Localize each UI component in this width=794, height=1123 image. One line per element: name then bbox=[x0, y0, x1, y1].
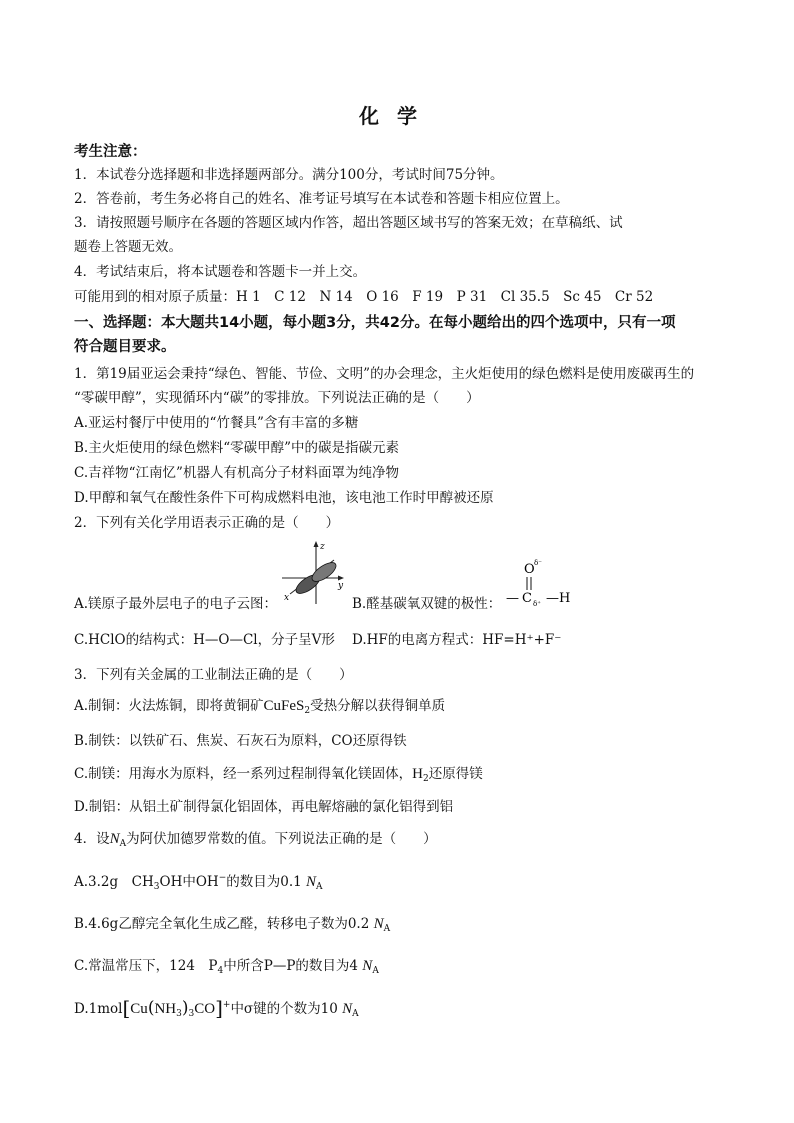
q4-a-mid: OH中OH bbox=[159, 874, 219, 890]
q2-option-a: A.镁原子最外层电子的电子云图： bbox=[74, 596, 278, 612]
q4-stem-post: 为阿伏加德罗常数的值。下列说法正确的是（ ） bbox=[126, 831, 437, 847]
notice-heading: 考生注意： bbox=[74, 144, 147, 160]
q3-c-pre: C.制镁：用海水为原料，经一系列过程制得氧化镁固体， bbox=[74, 766, 413, 782]
q4-a-post: 的数目为0.1 bbox=[226, 874, 302, 890]
q4-stem-sub: A bbox=[119, 839, 127, 849]
q2-option-b: B.醛基碳氧双键的极性： bbox=[352, 596, 502, 612]
carbon-label: C bbox=[522, 591, 532, 606]
y-axis-arrow bbox=[338, 576, 344, 581]
q4-option-b bbox=[74, 912, 390, 934]
q3-option-c bbox=[74, 762, 483, 784]
notice-item-3: 3．请按照题号顺序在各题的答题区域内作答，超出答题区域书写的答案无效；在草稿纸、试 bbox=[74, 215, 623, 231]
q4-d-sub3: 3 bbox=[176, 1009, 182, 1019]
oxygen-label: O bbox=[524, 562, 535, 577]
notice-item-4: 4．考试结束后，将本试题卷和答题卡一并上交。 bbox=[74, 264, 367, 280]
q1-option-d: D.甲醇和氧气在酸性条件下可构成燃料电池，该电池工作时甲醇被还原 bbox=[74, 490, 494, 506]
bracket-close: ] bbox=[215, 996, 223, 1020]
q4-a-pre: A.3.2g CH bbox=[74, 874, 154, 890]
q4-d-post: 中σ键的个数为10 bbox=[230, 1001, 338, 1017]
q3-c-formula: H bbox=[412, 766, 423, 782]
q3-option-b: B.制铁：以铁矿石、焦炭、石灰石为原料，CO还原得铁 bbox=[74, 733, 407, 749]
lobe-upper bbox=[309, 559, 339, 585]
q1-option-a: A.亚运村餐厅中使用的“竹餐具”含有丰富的多糖 bbox=[74, 415, 359, 431]
q3-a-pre: A.制铜：火法炼铜，即将黄铜矿 bbox=[74, 698, 264, 714]
q4-option-a bbox=[74, 870, 323, 892]
notice-item-2: 2．答卷前，考生务必将自己的姓名、准考证号填写在本试卷和答题卡相应位置上。 bbox=[74, 191, 569, 207]
q4-c-na: N bbox=[362, 958, 373, 974]
q1-option-b: B.主火炬使用的绿色燃料“零碳甲醇”中的碳是指碳元素 bbox=[74, 440, 400, 456]
paren-open: ( bbox=[147, 998, 155, 1018]
q3-option-d: D.制铝：从铝土矿制得氯化铝固体，再电解熔融的氯化铝得到铝 bbox=[74, 799, 454, 815]
section-heading-line2: 符合题目要求。 bbox=[74, 339, 176, 355]
q1-stem-2: “零碳甲醇”，实现循环内“碳”的零排放。下列说法正确的是（ ） bbox=[74, 390, 480, 406]
q1-stem-1: 1．第19届亚运会秉持“绿色、智能、节俭、文明”的办会理念，主火炬使用的绿色燃料是使用废碳再生的 bbox=[74, 366, 695, 382]
q2-stem: 2．下列有关化学用语表示正确的是（ ） bbox=[74, 515, 340, 531]
q3-a-post: 受热分解以获得铜单质 bbox=[310, 698, 446, 714]
q4-d-pre: D.1mol bbox=[74, 1001, 123, 1017]
paren-close: ) bbox=[181, 998, 189, 1018]
q4-d-sub3b: 3 bbox=[188, 1009, 195, 1019]
q3-a-sub: 2 bbox=[304, 706, 311, 716]
q4-stem-n: N bbox=[109, 831, 120, 847]
page-title: 化学 bbox=[359, 104, 435, 128]
notice-item-1: 1．本试卷分选择题和非选择题两部分。满分100分，考试时间75分钟。 bbox=[74, 167, 504, 183]
z-axis-arrow bbox=[314, 541, 319, 547]
q4-c-post: 中所含P—P的数目为4 bbox=[223, 958, 358, 974]
q4-stem bbox=[74, 827, 437, 849]
q3-option-a bbox=[74, 694, 445, 716]
delta-minus-label: δ⁻ bbox=[534, 559, 542, 567]
q2-option-d: D.HF的电离方程式：HF=H⁺+F⁻ bbox=[352, 632, 562, 648]
q3-a-formula: CuFeS bbox=[263, 698, 305, 714]
bond-right-h: —H bbox=[546, 591, 571, 606]
q4-stem-pre: 4．设 bbox=[74, 831, 110, 847]
aldehyde-polarity-figure bbox=[506, 556, 586, 612]
delta-plus-label: δ⁺ bbox=[533, 600, 541, 608]
q4-a-na-sub: A bbox=[316, 882, 323, 892]
q4-b-na: N bbox=[373, 916, 384, 932]
axis-label-z: z bbox=[320, 542, 325, 552]
q4-d-sup: + bbox=[222, 1000, 231, 1010]
q4-b-na-sub: A bbox=[383, 924, 391, 934]
q4-c-sub: 4 bbox=[217, 966, 224, 976]
q4-option-d bbox=[74, 996, 359, 1020]
electron-cloud-figure bbox=[278, 538, 348, 608]
axis-label-y: y bbox=[338, 581, 344, 591]
atomic-mass-line: 可能用到的相对原子质量：H 1 C 12 N 14 O 16 F 19 P 31 Cl 35.5 Sc 45 Cr 52 bbox=[74, 289, 654, 305]
q4-d-co: CO bbox=[194, 1001, 216, 1017]
q4-d-cu: Cu bbox=[130, 1001, 148, 1017]
bracket-open: [ bbox=[122, 996, 131, 1020]
bond-left: — bbox=[506, 591, 519, 606]
q1-option-c: C.吉祥物“江南忆”机器人有机高分子材料面罩为纯净物 bbox=[74, 465, 399, 481]
q4-d-na: N bbox=[342, 1001, 353, 1017]
q4-a-na: N bbox=[306, 874, 317, 890]
q4-c-pre: C.常温常压下，124 P bbox=[74, 958, 218, 974]
q4-a-sub: 3 bbox=[153, 882, 160, 892]
q4-c-na-sub: A bbox=[372, 966, 379, 976]
q4-a-sup: − bbox=[218, 873, 227, 883]
section-heading-line1: 一、选择题：本大题共14小题，每小题3分，共42分。在每小题给出的四个选项中，只有一项 bbox=[74, 315, 676, 331]
q4-b-pre: B.4.6g乙醇完全氧化生成乙醛，转移电子数为0.2 bbox=[74, 916, 370, 932]
axis-label-x: x bbox=[284, 593, 290, 603]
notice-item-3-cont: 题卷上答题无效。 bbox=[74, 239, 182, 255]
q3-stem: 3．下列有关金属的工业制法正确的是（ ） bbox=[74, 667, 353, 683]
q4-option-c bbox=[74, 954, 379, 976]
q2-option-c: C.HClO的结构式：H—O—Cl，分子呈V形 bbox=[74, 632, 335, 648]
q4-d-na-sub: A bbox=[352, 1009, 359, 1019]
q4-d-nh: NH bbox=[154, 1001, 177, 1017]
q3-c-post: 还原得镁 bbox=[428, 766, 483, 782]
q3-c-sub: 2 bbox=[422, 774, 429, 784]
